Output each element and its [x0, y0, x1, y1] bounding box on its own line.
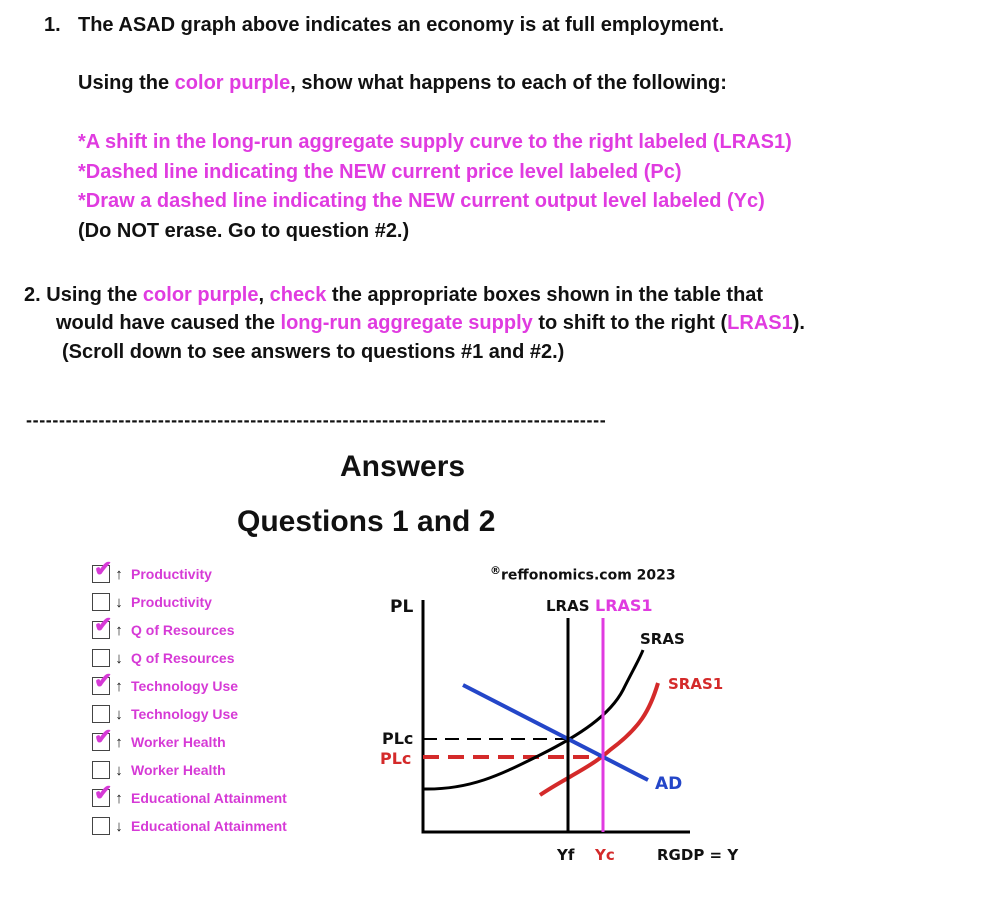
q1-item: *Draw a dashed line indicating the NEW current output level labeled (Yc) [78, 190, 765, 212]
divider: ---------------------------------------------------------------------------------------- [26, 410, 607, 430]
arrow-up-icon: ↑ [115, 677, 123, 695]
text: color purple [174, 72, 291, 94]
text: LRAS1 [727, 312, 793, 334]
lras-label: LRAS [546, 597, 590, 615]
text: ). [792, 312, 805, 334]
arrow-up-icon: ↑ [115, 733, 123, 751]
plc-new-label: PLc [380, 749, 412, 768]
arrow-down-icon: ↓ [115, 761, 123, 779]
checklist-label: Q of Resources [131, 650, 235, 666]
arrow-up-icon: ↑ [115, 565, 123, 583]
arrow-up-icon: ↑ [115, 789, 123, 807]
checkmark-icon: ✔ [94, 556, 113, 581]
registered-mark: ® [490, 564, 501, 577]
checkmark-icon: ✔ [94, 668, 113, 693]
yc-label: Yc [595, 846, 615, 864]
text: Using the [78, 72, 175, 94]
checklist-label: Productivity [131, 594, 212, 610]
text: would have caused the [56, 312, 281, 334]
lras1-label: LRAS1 [595, 596, 653, 615]
q1-item: *A shift in the long-run aggregate supply curve to the right labeled (LRAS1) [78, 131, 792, 153]
q2-line3: (Scroll down to see answers to questions #1 and #2.) [62, 341, 565, 363]
q1-note: (Do NOT erase. Go to question #2.) [78, 220, 410, 242]
text: , show what happens to each of the following: [290, 72, 727, 94]
sras-label: SRAS [640, 630, 685, 648]
arrow-down-icon: ↓ [115, 593, 123, 611]
q1-item: *Dashed line indicating the NEW current price level labeled (Pc) [78, 161, 682, 183]
arrow-down-icon: ↓ [115, 817, 123, 835]
checklist-label: Educational Attainment [131, 790, 287, 806]
text: color purple [142, 284, 259, 306]
text: Using the [46, 284, 143, 306]
copyright [490, 564, 676, 584]
text: 2. [24, 284, 41, 306]
answers-title: Answers [340, 450, 466, 483]
ad-label: AD [655, 774, 683, 794]
q1-title: The ASAD graph above indicates an economy is at full employment. [78, 14, 725, 36]
checklist-label: Q of Resources [131, 622, 235, 638]
checklist-label: Technology Use [131, 706, 239, 722]
checkmark-icon: ✔ [94, 780, 113, 805]
checklist-label: Educational Attainment [131, 818, 287, 834]
text: to shift to the right ( [532, 312, 728, 334]
checklist-label: Technology Use [131, 678, 239, 694]
text: long-run aggregate supply [280, 312, 533, 334]
answers-subtitle: Questions 1 and 2 [237, 505, 496, 538]
arrow-down-icon: ↓ [115, 705, 123, 723]
q1-number: 1. [44, 14, 61, 36]
checkmark-icon: ✔ [94, 612, 113, 637]
plc-old-label: PLc [382, 729, 414, 748]
x-axis-label: RGDP = Y [657, 846, 739, 864]
checklist-label: Worker Health [131, 734, 226, 750]
ad-curve [463, 685, 648, 780]
text: , [258, 284, 270, 306]
text: reffonomics.com 2023 [501, 567, 676, 584]
yf-label: Yf [557, 846, 575, 864]
arrow-down-icon: ↓ [115, 649, 123, 667]
arrow-up-icon: ↑ [115, 621, 123, 639]
text: the appropriate boxes shown in the table that [326, 284, 764, 306]
checklist-label: Worker Health [131, 762, 226, 778]
y-axis-label: PL [390, 597, 414, 617]
checklist-label: Productivity [131, 566, 212, 582]
checkmark-icon: ✔ [94, 724, 113, 749]
sras1-label: SRAS1 [668, 675, 724, 693]
text: check [269, 284, 327, 306]
